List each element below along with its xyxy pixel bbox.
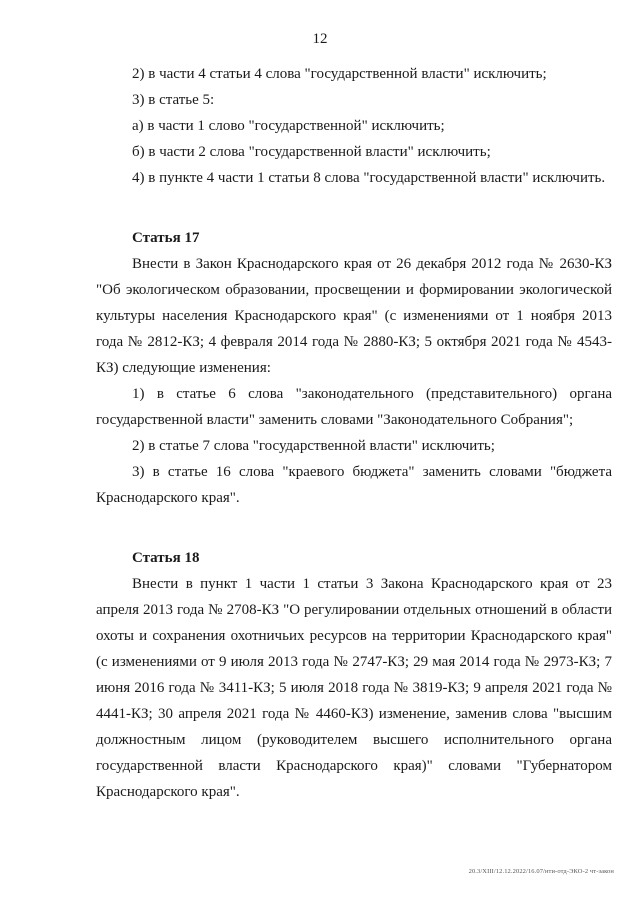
article-heading: Статья 17 xyxy=(132,230,200,246)
intro-list xyxy=(96,61,612,191)
article-18 xyxy=(96,545,612,805)
intro-item: б) в части 2 слова "государственной власти" исключить; xyxy=(132,144,491,160)
intro-item: 4) в пункте 4 части 1 статьи 8 слова "государственной власти" исключить. xyxy=(132,170,606,186)
page-number: 12 xyxy=(312,31,328,47)
article-paragraph: Внести в пункт 1 части 1 статьи 3 Закона Краснодарского края от 23 апреля 2013 года № 2708-КЗ "О регулировании отдельных отношений в области охоты и сохранения охотничьих ресурсов на территории Краснодарского края" (с изменениями от 9 июля 2013 года № 2747-КЗ; 29 мая 2014 года № 2973-КЗ; 7 июня 2016 года № 3411-КЗ; 5 июля 2018 года № 3819-КЗ; 9 апреля 2021 года № 4441-КЗ; 30 апреля 2021 года № 4460-КЗ) изменение, заменив слова "высшим должностным лицом (руководителем высшего исполнительного органа государственной власти Краснодарского края)" словами "Губернатором Краснодарского края". xyxy=(96,576,612,800)
article-paragraph: 1) в статье 6 слова "законодательного (представительного) органа государственной власти" заменить словами "Законодательного Собрания"; xyxy=(96,386,612,428)
article-heading: Статья 18 xyxy=(132,550,200,566)
intro-item: 3) в статье 5: xyxy=(132,92,215,108)
article-paragraph: Внести в Закон Краснодарского края от 26 декабря 2012 года № 2630-КЗ "Об экологическом образовании, просвещении и формировании экологической культуры населения Краснодарского края" (с изменениями от 1 ноября 2013 года № 2812-КЗ; 4 февраля 2014 года № 2880-КЗ; 5 октября 2021 года № 4543-КЗ) следующие изменения: xyxy=(96,256,612,376)
article-17 xyxy=(96,225,612,511)
article-paragraph: 2) в статье 7 слова "государственной власти" исключить; xyxy=(132,438,495,454)
document-footer-code: 20.3/ХIII/12.12.2022/16.07/нти-отд-ЭКО-2 чт-закон xyxy=(468,868,614,875)
document-body xyxy=(96,61,612,805)
article-paragraph: 3) в статье 16 слова "краевого бюджета" заменить словами "бюджета Краснодарского края". xyxy=(96,464,612,506)
intro-item: 2) в части 4 статьи 4 слова "государственной власти" исключить; xyxy=(132,66,547,82)
intro-item: а) в части 1 слово "государственной" исключить; xyxy=(132,118,445,134)
